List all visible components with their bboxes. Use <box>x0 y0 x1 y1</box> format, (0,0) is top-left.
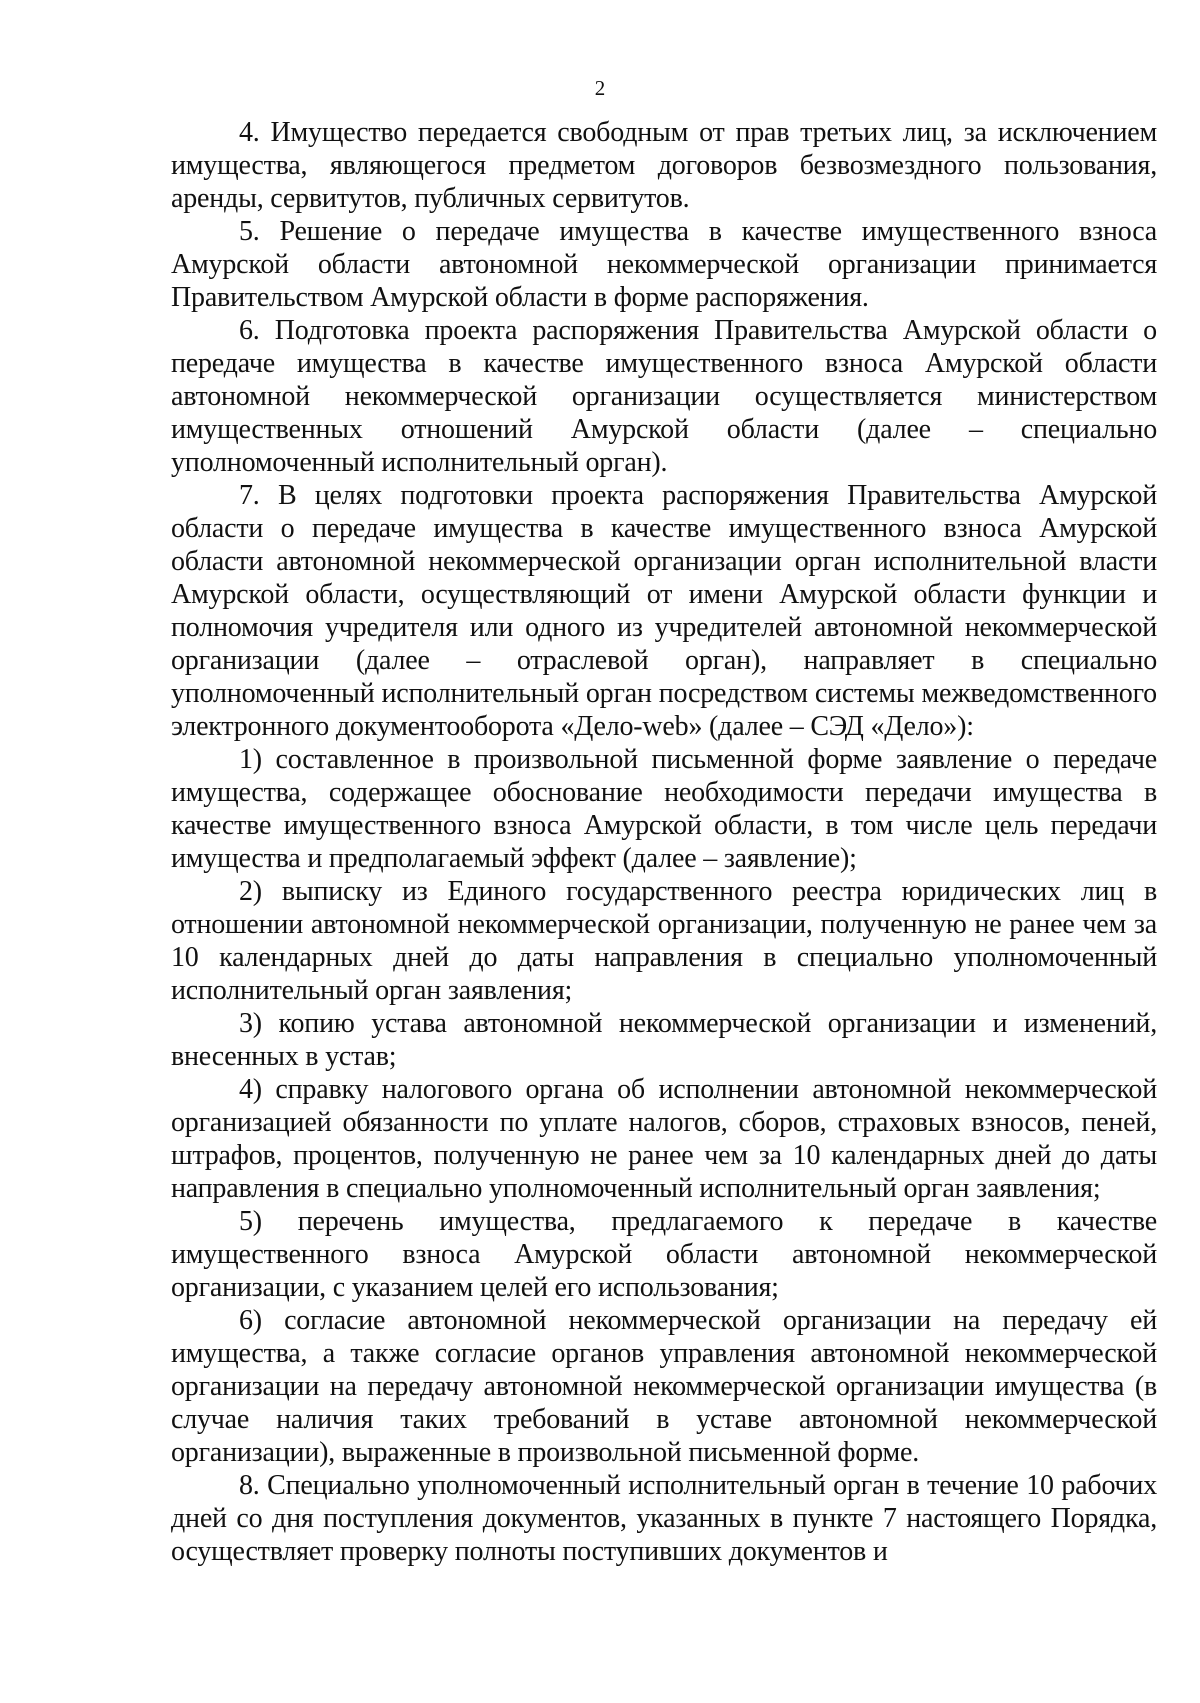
paragraph-item-4: 4. Имущество передается свободным от прав третьих лиц, за исключением имущества, являющегося предметом договоров безвозмездного пользования, аренды, сервитутов, публичных сервитутов. <box>171 117 1157 214</box>
paragraph-item-6: 6. Подготовка проекта распоряжения Правительства Амурской области о передаче имущества в качестве имущественного взноса Амурской области автономной некоммерческой организации осуществляется министерством имущественных отношений Амурской области (далее – специально уполномоченный исполнительный орган). <box>171 315 1157 478</box>
paragraph-item-7: 7. В целях подготовки проекта распоряжения Правительства Амурской области о передаче имущества в качестве имущественного взноса Амурской области автономной некоммерческой организации орган исполнительной власти Амурской области, осуществляющий от имени Амурской области функции и полномочия учредителя или одного из учредителей автономной некоммерческой организации (далее – отраслевой орган), направляет в специально уполномоченный исполнительный орган посредством системы межведомственного электронного документооборота «Дело-web» (далее – СЭД «Дело»): <box>171 480 1157 742</box>
list-item-3: 3) копию устава автономной некоммерческой организации и изменений, внесенных в устав; <box>171 1008 1157 1072</box>
paragraph-item-8: 8. Специально уполномоченный исполнительный орган в течение 10 рабочих дней со дня поступления документов, указанных в пункте 7 настоящего Порядка, осуществляет проверку полноты поступивших документов и <box>171 1470 1157 1567</box>
list-item-4: 4) справку налогового органа об исполнении автономной некоммерческой организацией обязанности по уплате налогов, сборов, страховых взносов, пеней, штрафов, процентов, полученную не ранее чем за 10 календарных дней до даты направления в специально уполномоченный исполнительный орган заявления; <box>171 1074 1157 1204</box>
document-body <box>171 116 1157 1568</box>
list-item-2: 2) выписку из Единого государственного реестра юридических лиц в отношении автономной некоммерческой организации, полученную не ранее чем за 10 календарных дней до даты направления в специально уполномоченный исполнительный орган заявления; <box>171 876 1157 1006</box>
page-number: 2 <box>594 76 606 100</box>
list-item-5: 5) перечень имущества, предлагаемого к передаче в качестве имущественного взноса Амурской области автономной некоммерческой организации, с указанием целей его использования; <box>171 1206 1157 1303</box>
list-item-1: 1) составленное в произвольной письменной форме заявление о передаче имущества, содержащее обоснование необходимости передачи имущества в качестве имущественного взноса Амурской области, в том числе цель передачи имущества и предполагаемый эффект (далее – заявление); <box>171 744 1157 874</box>
paragraph-item-5: 5. Решение о передаче имущества в качестве имущественного взноса Амурской области автономной некоммерческой организации принимается Правительством Амурской области в форме распоряжения. <box>171 216 1157 313</box>
list-item-6: 6) согласие автономной некоммерческой организации на передачу ей имущества, а также согласие органов управления автономной некоммерческой организации на передачу автономной некоммерческой организации имущества (в случае наличия таких требований в уставе автономной некоммерческой организации), выраженные в произвольной письменной форме. <box>171 1305 1157 1468</box>
